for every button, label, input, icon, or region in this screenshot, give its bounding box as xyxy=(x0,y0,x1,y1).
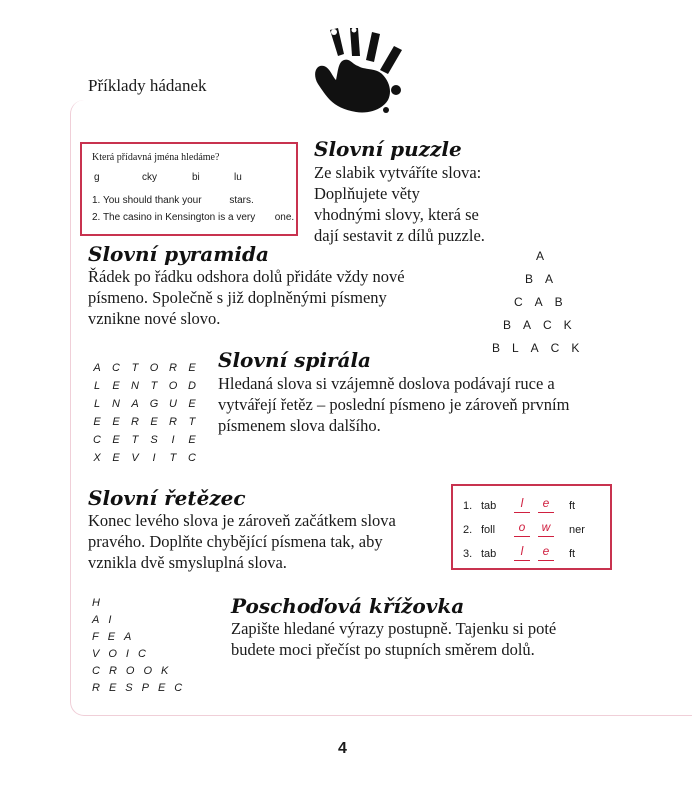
stair-row: H xyxy=(92,597,109,609)
puzzle-question: Která přídavná jména hledáme? xyxy=(92,152,220,163)
chain-fill-letter: l xyxy=(520,496,524,510)
chain-blank xyxy=(514,560,530,561)
chain-heading: Slovní řetězec xyxy=(88,486,246,510)
spiral-grid-letter: O xyxy=(149,362,159,374)
spiral-grid-letter: A xyxy=(131,398,139,410)
stair-row: AI xyxy=(92,614,121,626)
spiral-grid-letter: E xyxy=(188,362,196,374)
spiral-grid-letter: T xyxy=(169,452,177,464)
spiral-grid-letter: E xyxy=(112,416,120,428)
section-label: Příklady hádanek xyxy=(88,76,207,95)
stairs-description: Zapište hledané výrazy postupně. Tajenku si poté budete moci přečíst po stupních směrem dolů. xyxy=(231,619,557,659)
chain-row-number: 1. xyxy=(463,500,473,512)
chain-blank xyxy=(538,512,554,513)
stair-row: RESPEC xyxy=(92,682,192,694)
stair-row: VOIC xyxy=(92,648,155,660)
puzzle-syllable: lu xyxy=(234,172,242,183)
spiral-grid xyxy=(88,362,203,467)
puzzle-syllable: cky xyxy=(142,172,157,183)
page-number: 4 xyxy=(338,740,347,757)
chain-fill-letter: l xyxy=(520,544,524,558)
puzzle-description: Ze slabik vytváříte slova: Doplňujete věty vhodnými slovy, která se dají sestavit z dílů puzzle. xyxy=(314,163,485,245)
pyramid-row: BACK xyxy=(503,318,584,332)
spiral-grid-letter: X xyxy=(93,452,101,464)
chain-right-word: ft xyxy=(569,500,576,512)
pyramid-row: A xyxy=(536,249,557,263)
chain-row-number: 3. xyxy=(463,548,473,560)
chain-blank xyxy=(538,560,554,561)
chain-right-word: ner xyxy=(569,524,585,536)
chain-fill-letter: e xyxy=(542,544,550,558)
handprint-icon xyxy=(310,26,406,118)
chain-example-box xyxy=(451,484,612,570)
spiral-grid-letter: N xyxy=(112,398,120,410)
puzzle-heading: Slovní puzzle xyxy=(314,137,462,161)
spiral-grid-letter: N xyxy=(131,380,139,392)
spiral-grid-letter: E xyxy=(112,380,120,392)
spiral-grid-letter: T xyxy=(188,416,196,428)
puzzle-syllable: g xyxy=(94,172,100,183)
spiral-grid-letter: C xyxy=(188,452,196,464)
spiral-grid-letter: E xyxy=(188,398,196,410)
spiral-grid-letter: E xyxy=(93,416,101,428)
spiral-grid-letter: R xyxy=(131,416,139,428)
spiral-grid-letter: I xyxy=(171,434,175,446)
spiral-grid-letter: E xyxy=(188,434,196,446)
spiral-grid-letter: E xyxy=(112,452,120,464)
stair-row: FEA xyxy=(92,631,141,643)
stairs-heading: Poschoďová křížovka xyxy=(231,594,465,618)
spiral-grid-letter: D xyxy=(188,380,196,392)
puzzle-sentence: 1. You should thank your stars. xyxy=(92,195,254,206)
chain-description: Konec levého slova je zároveň začátkem slova pravého. Doplňte chybějící písmena tak, aby vznikla dvě smysluplná slova. xyxy=(88,511,396,572)
pyramid-row: CAB xyxy=(514,295,575,309)
spiral-grid-letter: C xyxy=(112,362,120,374)
spiral-grid-letter: L xyxy=(93,398,101,410)
spiral-grid-letter: T xyxy=(131,362,139,374)
chain-blank xyxy=(514,512,530,513)
stair-row: CROOK xyxy=(92,665,178,677)
spiral-grid-letter: R xyxy=(169,416,177,428)
puzzle-syllable: bi xyxy=(192,172,200,183)
chain-left-word: foll xyxy=(481,524,496,536)
chain-fill-letter: w xyxy=(541,520,551,534)
chain-blank xyxy=(514,536,530,537)
spiral-heading: Slovní spirála xyxy=(218,348,371,372)
spiral-grid-letter: U xyxy=(169,398,177,410)
spiral-grid-letter: G xyxy=(149,398,159,410)
chain-right-word: ft xyxy=(569,548,576,560)
chain-left-word: tab xyxy=(481,500,497,512)
puzzle-example-box xyxy=(80,142,298,236)
spiral-grid-letter: S xyxy=(150,434,158,446)
spiral-grid-letter: L xyxy=(93,380,101,392)
chain-row-number: 2. xyxy=(463,524,473,536)
spiral-grid-letter: E xyxy=(150,416,158,428)
spiral-grid-letter: T xyxy=(131,434,139,446)
pyramid-row: BLACK xyxy=(492,341,592,355)
spiral-grid-letter: A xyxy=(93,362,101,374)
chain-left-word: tab xyxy=(481,548,497,560)
chain-blank xyxy=(538,536,554,537)
puzzle-sentence: 2. The casino in Kensington is a very one. xyxy=(92,212,295,223)
chain-fill-letter: e xyxy=(542,496,550,510)
spiral-grid-letter: V xyxy=(131,452,139,464)
pyramid-row: BA xyxy=(525,272,566,286)
pyramid-description: Řádek po řádku odshora dolů přidáte vždy nové písmeno. Společně s již doplněnými písmeny vznikne nové slovo. xyxy=(88,267,405,328)
spiral-grid-letter: O xyxy=(168,380,178,392)
chain-fill-letter: o xyxy=(518,520,526,534)
spiral-grid-letter: T xyxy=(150,380,158,392)
spiral-grid-letter: R xyxy=(169,362,177,374)
spiral-grid-letter: E xyxy=(112,434,120,446)
spiral-grid-letter: C xyxy=(93,434,101,446)
spiral-description: Hledaná slova si vzájemně doslova podávají ruce a vytvářejí řetěz – poslední písmeno je zároveň prvním písmenem slova dalšího. xyxy=(218,374,570,435)
pyramid-heading: Slovní pyramida xyxy=(88,242,269,266)
spiral-grid-letter: I xyxy=(152,452,156,464)
